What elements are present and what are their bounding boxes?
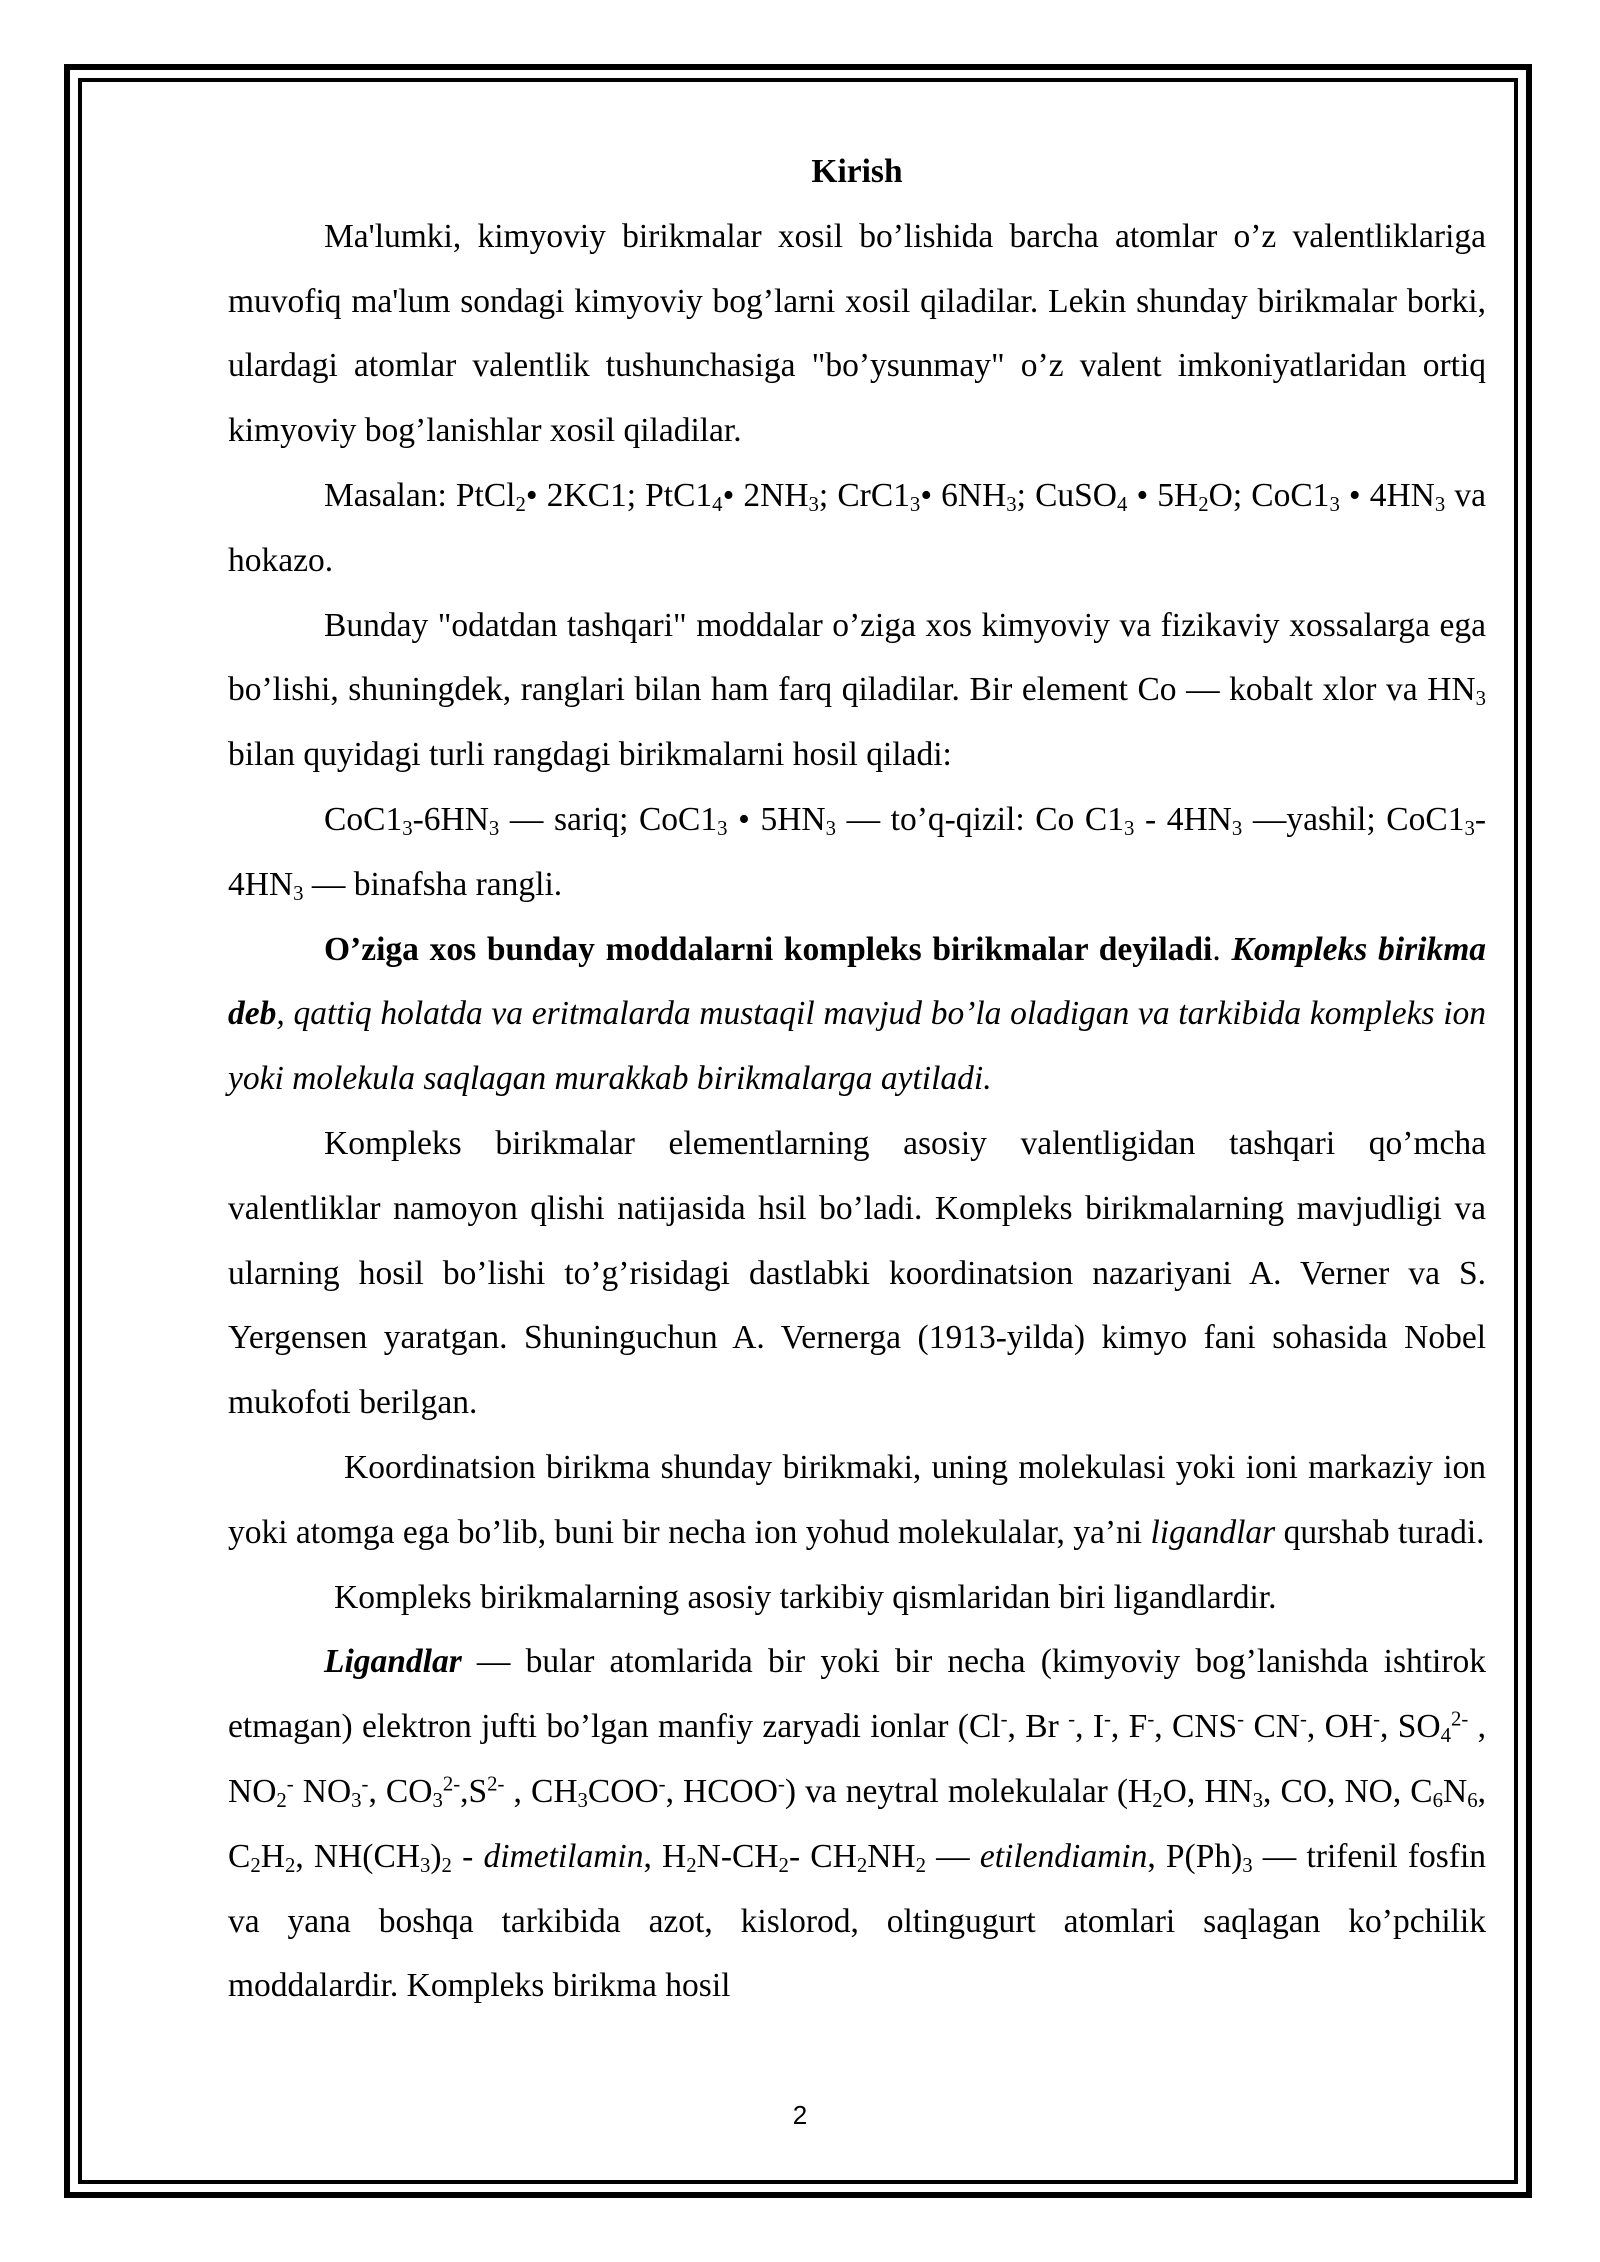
paragraph-cobalt-colors: $CoC1_3-6HN_3$ — sariq; $CoC1_3$ • $5HN_3$ — to’q-qizil: Co $C1_3 - 4HN_3$ —yashil; $CoC1_3-4HN_3$ — binafsha rangli. (228, 800, 1486, 905)
paragraph-ligands-definition: Ligandlar — bular atomlarida bir yoki bir necha (kimyoviy bog’lanishda ishtirok etmagan) elektron jufti bo’lgan manfiy zaryadi ionlar (Cl-, Br -, I-, F-, CNS- CN-, OH-, $SO_4^{2-}$ , $NO_2^-$ $NO_3^-$, $CO_3^{2-},S^{2-}$ , $CH_3COO^-$, HCOO-) va neytral molekulalar ($H_2O$, $HN_3$, CO, NO, $C_6N_6$, $C_2H_2$, $NH(CH_3)_2$ - dimetilamin, $H_2N-CH_2-$ $CH_2NH_2$ — etilendiamin, $P(Ph)_3$ — trifenil fosfin va yana boshqa tarkibida azot, kislorod, oltingugurt atomlari saqlagan ko’pchilik moddalardir. Kompleks birikma hosil (228, 1643, 1487, 2005)
paragraph-examples: Masalan: PtCl$_2$• 2KC1; $PtC1_4•$ $2NH_3$; $CrC1_3•$ $6NH_3$; CuSO$_4$ • $5H_2O$; $CoC1_3$ • $4HN_3$ va hokazo. (228, 476, 1486, 579)
paragraph-definition: O’ziga xos bunday moddalarni kompleks birikmalar deyiladi. Kompleks birikma deb, qattiq holatda va eritmalarda mustaqil mavjud bo’la oladigan va tarkibida kompleks ion yoki molekula saqlagan murakkab birikmalarga aytiladi. (228, 930, 1487, 1098)
paragraph-unusual-substances: Bunday "odatdan tashqari" moddalar o’ziga xos kimyoviy va fizikaviy xossalarga ega bo’lishi, shuningdek, ranglari bilan ham farq qiladilar. Bir element Co — kobalt xlor va $HN_3$ bilan quyidagi turli rangdagi birikmalarni hosil qiladi: (228, 606, 1486, 774)
document-body (228, 140, 1486, 2019)
page-title: Kirish (811, 153, 903, 190)
paragraph-ligands-intro: Kompleks birikmalarning asosiy tarkibiy qismlaridan biri ligandlardir. (334, 1578, 1277, 1616)
paragraph-verner-theory: Kompleks birikmalar elementlarning asosiy valentligidan tashqari qo’mcha valentliklar namoyon qlishi natijasida hsil bo’ladi. Kompleks birikmalarning mavjudligi va ularning hosil bo’lishi to’g’risidagi dastlabki koordinatsion nazariyani A. Verner va S. Yergensen yaratgan. Shuninguchun A. Vernerga (1913-yilda) kimyo fani sohasida Nobel mukofoti berilgan. (228, 1124, 1486, 1422)
paragraph-coordination-compound: Koordinatsion birikma shunday birikmaki, uning molekulasi yoki ioni markaziy ion yoki atomga ega bo’lib, buni bir necha ion yohud molekulalar, ya’ni ligandlar qurshab turadi. (228, 1448, 1486, 1551)
paragraph-intro: Ma'lumki, kimyoviy birikmalar xosil bo’lishida barcha atomlar o’z valentliklariga muvofiq ma'lum sondagi kimyoviy bog’larni xosil qiladilar. Lekin shunday birikmalar borki, ulardagi atomlar valentlik tushunchasiga "bo’ysunmay" o’z valent imkoniyatlaridan ortiq kimyoviy bog’lanishlar xosil qiladilar. (228, 217, 1486, 450)
page-number: 2 (792, 2100, 808, 2130)
